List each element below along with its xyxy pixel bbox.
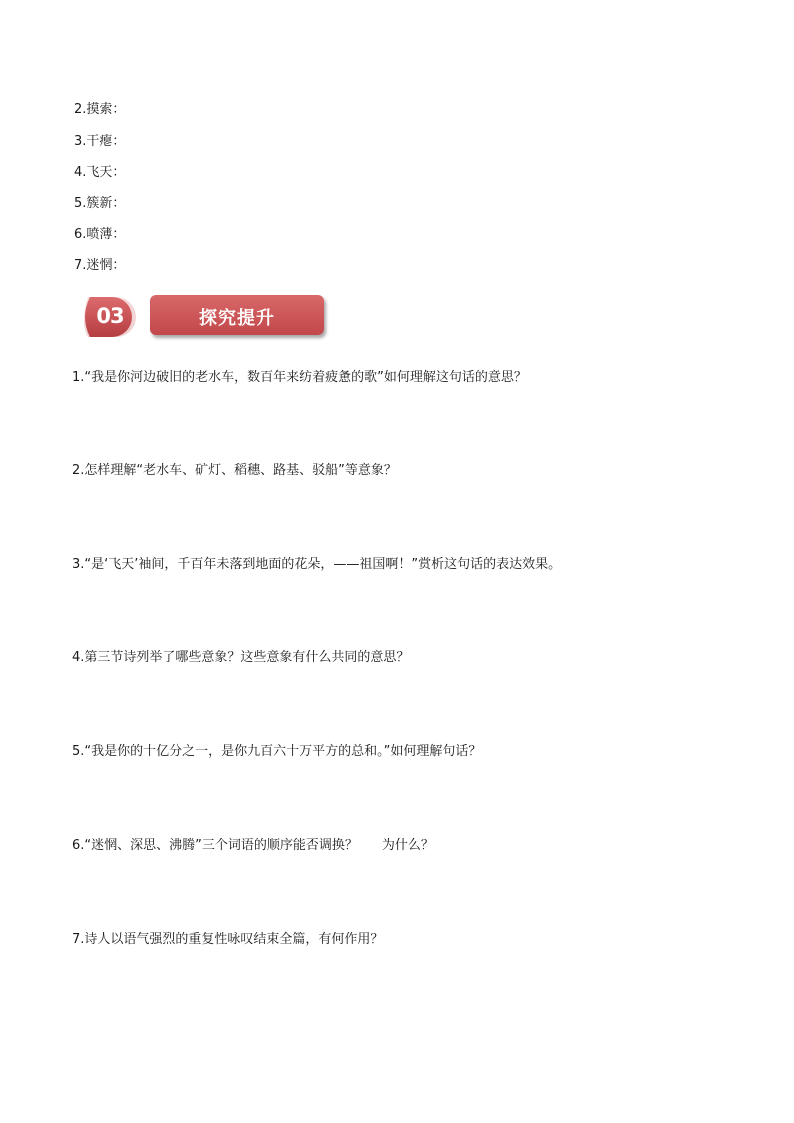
section-header	[78, 291, 328, 347]
vocab-item-cuxin: 5.簇新：	[74, 196, 126, 211]
vocab-item-ganbie: 3.干瘪：	[74, 134, 126, 149]
question-2: 2.怎样理解“老水车、矿灯、稻穗、路基、驳船”等意象？	[72, 463, 397, 478]
section-number: 03	[96, 304, 124, 328]
question-7: 7.诗人以语气强烈的重复性咏叹结束全篇，有何作用？	[72, 932, 384, 947]
vocab-item-mosuo: 2.摸索：	[74, 102, 126, 117]
question-4: 4.第三节诗列举了哪些意象？这些意象有什么共同的意思？	[72, 650, 410, 665]
vocab-item-feitian: 4.飞天：	[74, 165, 126, 180]
section-title-banner	[150, 295, 324, 335]
question-1: 1.“我是你河边破旧的老水车，数百年来纺着疲惫的歌”如何理解这句话的意思？	[72, 370, 527, 385]
question-6-why: 为什么？	[381, 838, 434, 853]
question-3: 3.“是‘飞天’袖间，千百年未落到地面的花朵，——祖国啊！”赏析这句话的表达效果。	[72, 557, 562, 572]
question-6	[72, 838, 434, 854]
question-5: 5.“我是你的十亿分之一，是你九百六十万平方的总和。”如何理解句话？	[72, 744, 482, 759]
vocab-item-penbo: 6.喷薄：	[74, 227, 126, 242]
section-title: 探究提升	[199, 308, 275, 329]
question-6-text: 6.“迷惘、深思、沸腾”三个词语的顺序能否调换？	[72, 838, 358, 853]
vocab-item-miwang: 7.迷惘：	[74, 258, 126, 273]
